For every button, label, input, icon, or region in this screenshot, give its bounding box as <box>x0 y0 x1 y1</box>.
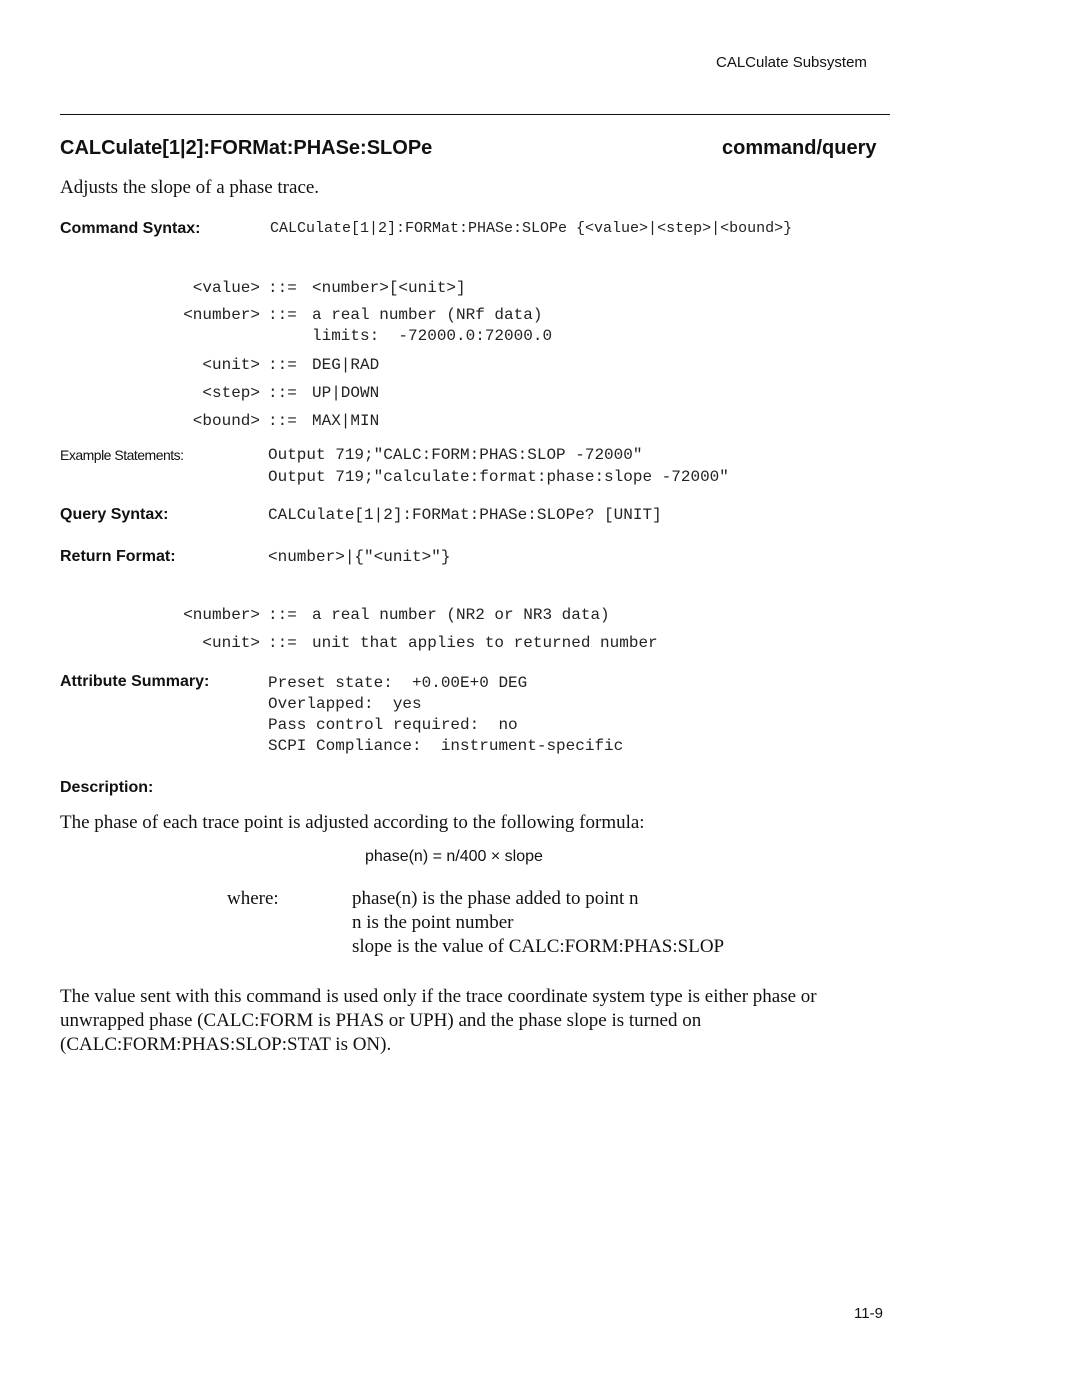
attribute-line: SCPI Compliance: instrument-specific <box>268 737 624 755</box>
summary-text: Adjusts the slope of a phase trace. <box>60 177 320 198</box>
definition-name: <number> <box>183 606 260 624</box>
definition-value: unit that applies to returned number <box>312 634 658 652</box>
description-label: Description: <box>60 779 154 796</box>
definition-operator: ::= <box>268 306 297 324</box>
return-format: <number>|{"<unit>"} <box>268 548 451 566</box>
definition-operator: ::= <box>268 412 297 430</box>
definition-value: DEG|RAD <box>312 356 380 374</box>
definition-name: <number> <box>183 306 260 324</box>
description-intro: The phase of each trace point is adjusted according to the following formula: <box>60 812 645 833</box>
command-type: command/query <box>722 137 877 159</box>
example-line: Output 719;"calculate:format:phase:slope -72000" <box>268 468 729 486</box>
where-line: slope is the value of CALC:FORM:PHAS:SLOP <box>352 936 725 957</box>
definition-limits: limits: -72000.0:72000.0 <box>312 327 553 345</box>
page-number: 11-9 <box>854 1305 883 1322</box>
attribute-line: Preset state: +0.00E+0 DEG <box>268 674 528 692</box>
definition-name: <step> <box>202 384 260 402</box>
command-syntax-label: Command Syntax: <box>60 220 201 237</box>
attribute-line: Overlapped: yes <box>268 695 422 713</box>
definition-operator: ::= <box>268 279 297 297</box>
definition-name: <unit> <box>202 356 260 374</box>
definition-value: a real number (NR2 or NR3 data) <box>312 606 610 624</box>
definition-value: <number>[<unit>] <box>312 279 466 297</box>
running-header: CALCulate Subsystem <box>716 54 867 71</box>
formula: phase(n) = n/400 × slope <box>365 848 543 865</box>
definition-operator: ::= <box>268 606 297 624</box>
description-paragraph-line: The value sent with this command is used only if the trace coordinate system type is either phase or <box>60 986 817 1007</box>
example-statements-label: Example Statements: <box>60 447 184 463</box>
description-paragraph-line: unwrapped phase (CALC:FORM is PHAS or UPH) and the phase slope is turned on <box>60 1010 702 1031</box>
definition-value: MAX|MIN <box>312 412 380 430</box>
example-line: Output 719;"CALC:FORM:PHAS:SLOP -72000" <box>268 446 643 464</box>
definition-operator: ::= <box>268 356 297 374</box>
description-paragraph-line: (CALC:FORM:PHAS:SLOP:STAT is ON). <box>60 1034 392 1055</box>
definition-name: <unit> <box>202 634 260 652</box>
definition-operator: ::= <box>268 384 297 402</box>
query-syntax: CALCulate[1|2]:FORMat:PHASe:SLOPe? [UNIT] <box>268 506 662 524</box>
definition-name: <value> <box>192 279 260 297</box>
attribute-line: Pass control required: no <box>268 716 518 734</box>
header-rule <box>60 114 890 115</box>
definition-operator: ::= <box>268 634 297 652</box>
return-format-label: Return Format: <box>60 548 176 565</box>
command-title: CALCulate[1|2]:FORMat:PHASe:SLOPe <box>60 137 433 159</box>
where-line: phase(n) is the phase added to point n <box>352 888 639 909</box>
definition-value: UP|DOWN <box>312 384 380 402</box>
command-syntax: CALCulate[1|2]:FORMat:PHASe:SLOPe {<value>|<step>|<bound>} <box>270 220 793 237</box>
where-line: n is the point number <box>352 912 514 933</box>
definition-value: a real number (NRf data) <box>312 306 543 324</box>
definition-name: <bound> <box>192 412 260 430</box>
where-label: where: <box>227 888 279 909</box>
attribute-summary-label: Attribute Summary: <box>60 673 210 690</box>
query-syntax-label: Query Syntax: <box>60 506 169 523</box>
